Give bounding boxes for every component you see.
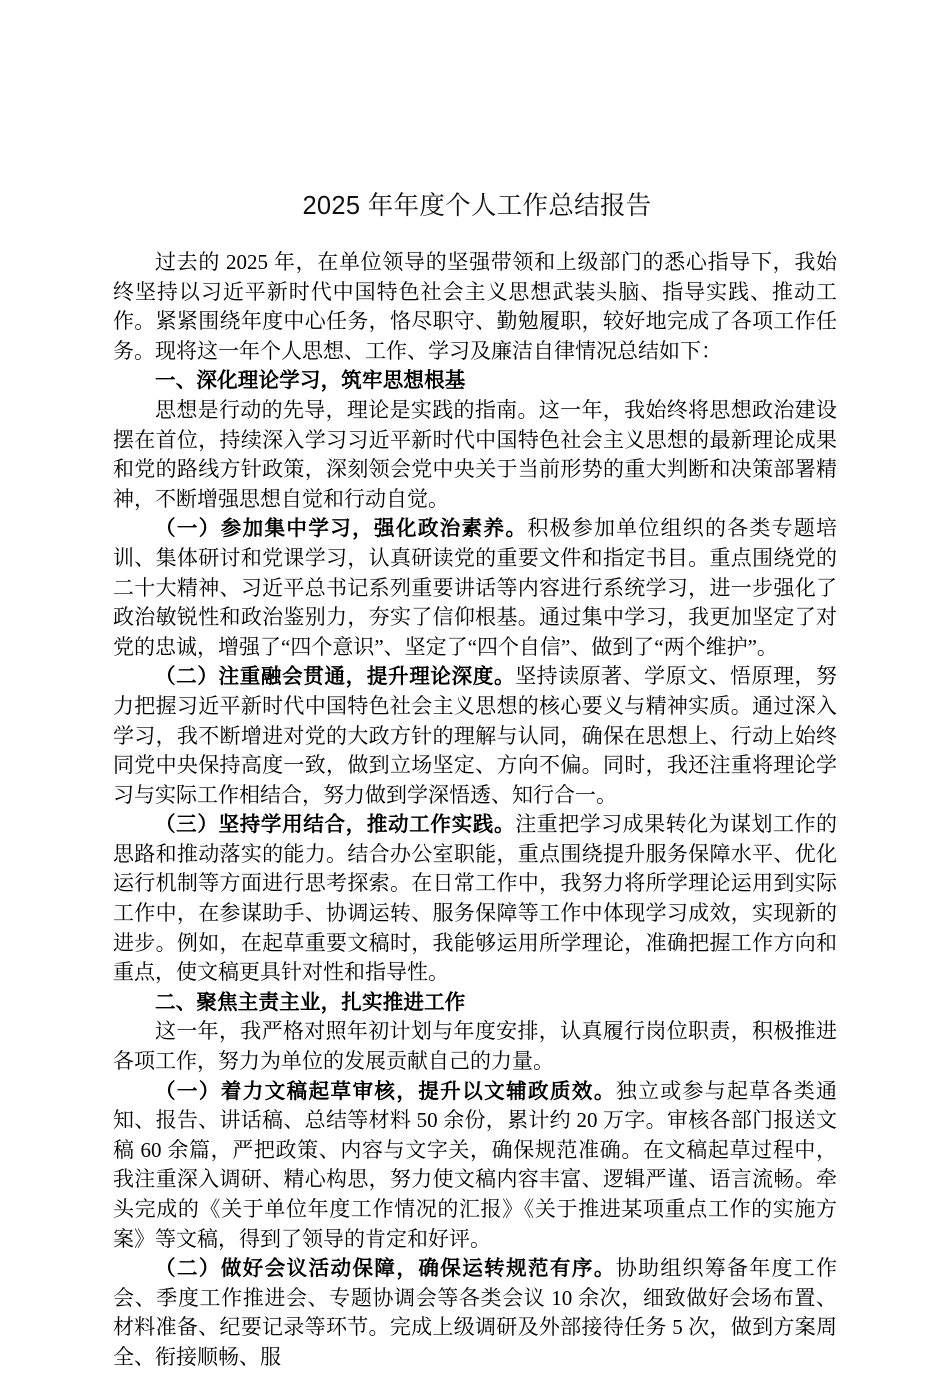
subsection-1-1-text: 积极参加单位组织的各类专题培训、集体研讨和党课学习，认真研读党的重要文件和指定书目。重点围绕党的二十大精神、习近平总书记系列重要讲话等内容进行系统学习，进一步强化了政治敏锐性和政治鉴别力，夯实了信仰根基。通过集中学习，我更加坚定了对党的忠诚，增强了“四个意识”、坚定了“四个自信”、做到了“两个维护”。 <box>113 516 837 659</box>
intro-paragraph: 过去的 2025 年，在单位领导的坚强带领和上级部门的悉心指导下，我始终坚持以习近平新时代中国特色社会主义思想武装头脑、指导实践、推动工作。紧紧围绕年度中心任务，恪尽职守、勤勉履职，较好地完成了各项工作任务。现将这一年个人思想、工作、学习及廉洁自律情况总结如下： <box>113 250 837 363</box>
section-2-paragraph: 这一年，我严格对照年初计划与年度安排，认真履行岗位职责，积极推进各项工作，努力为单位的发展贡献自己的力量。 <box>113 1019 837 1074</box>
subsection-1-1 <box>113 514 837 662</box>
subsection-1-2-lead: （二）注重融会贯通，提升理论深度。 <box>155 665 516 689</box>
subsection-1-1-lead: （一）参加集中学习，强化政治素养。 <box>155 517 528 541</box>
subsection-1-3-lead: （三）坚持学用结合，推动工作实践。 <box>155 813 516 837</box>
subsection-1-3 <box>113 810 837 988</box>
subsection-2-2-text: 协助组织筹备年度工作会、季度工作推进会、专题协调会等各类会议 10 余次，细致做好会场布置、材料准备、纪要记录等环节。完成上级调研及外部接待任务 5 次，做到方案周全、衔接顺畅、服 <box>113 1256 838 1369</box>
page-title: 2025 年年度个人工作总结报告 <box>302 192 652 220</box>
document-body <box>113 186 837 1373</box>
section-heading-1: 一、深化理论学习，筑牢思想根基 <box>155 369 466 393</box>
subsection-1-2-text: 坚持读原著、学原文、悟原理，努力把握习近平新时代中国特色社会主义思想的核心要义与精神实质。通过深入学习，我不断增进对党的大政方针的理解与认同，确保在思想上、行动上始终同党中央保持高度一致，做到立场坚定、方向不偏。同时，我还注重将理论学习与实际工作相结合，努力做到学深悟透、知行合一。 <box>113 664 838 807</box>
subsection-1-2 <box>113 662 837 810</box>
subsection-2-1 <box>113 1077 837 1255</box>
subsection-2-2 <box>113 1254 837 1372</box>
subsection-2-1-text: 独立或参与起草各类通知、报告、讲话稿、总结等材料 50 余份，累计约 20 万字。审核各部门报送文稿 60 余篇，严把政策、内容与文字关，确保规范准确。在文稿起草过程中，我注重深入调研、精心构思，努力使文稿内容丰富、逻辑严谨、语言流畅。牵头完成的《关于单位年度工作情况的汇报》《关于推进某项重点工作的实施方案》等文稿，得到了领导的肯定和好评。 <box>113 1078 838 1251</box>
subsection-2-2-lead: （二）做好会议活动保障，确保运转规范有序。 <box>155 1257 616 1281</box>
section-heading-2: 二、聚焦主责主业，扎实推进工作 <box>155 990 466 1014</box>
section-1-paragraph: 思想是行动的先导，理论是实践的指南。这一年，我始终将思想政治建设摆在首位，持续深入学习习近平新时代中国特色社会主义思想的最新理论成果和党的路线方针政策，深刻领会党中央关于当前形势的重大判断和决策部署精神，不断增强思想自觉和行动自觉。 <box>113 397 837 511</box>
subsection-2-1-lead: （一）着力文稿起草审核，提升以文辅政质效。 <box>155 1079 616 1103</box>
subsection-1-3-text: 注重把学习成果转化为谋划工作的思路和推动落实的能力。结合办公室职能，重点围绕提升服务保障水平、优化运行机制等方面进行思考探索。在日常工作中，我努力将所学理论运用到实际工作中，在参谋助手、协调运转、服务保障等工作中体现学习成效，实现新的进步。例如，在起草重要文稿时，我能够运用所学理论，准确把握工作方向和重点，使文稿更具针对性和指导性。 <box>113 812 838 985</box>
